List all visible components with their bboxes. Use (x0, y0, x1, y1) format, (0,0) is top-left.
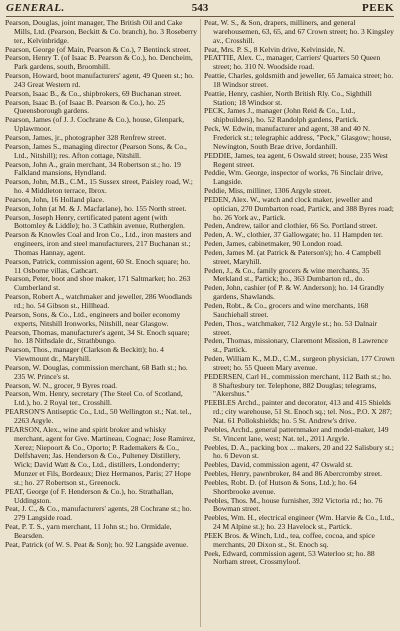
directory-entry: Pearson, Robert A., watchmaker and jeweller, 286 Woodlands rd.; ho. 54 Gibson st., Hillhead. (5, 292, 192, 310)
directory-entry: Pearson, Isaac B., & Co., shipbrokers, 69 Buchanan street. (5, 88, 182, 98)
directory-entry: Pearson & Knowles Coal and Iron Co., Ltd., iron masters and engineers, iron and steel manufacturers, 217 Buchanan st.; Thomas Hannay, agent. (5, 230, 192, 257)
left-column (5, 19, 197, 627)
directory-entry: Pearson, Wm. Henry, secretary (The Steel Co. of Scotland, Ltd.), ho. 2 Royal ter., Crosshill. (5, 389, 183, 408)
directory-entry: Pearson, Douglas, joint manager, The British Oil and Cake Mills, Ltd. (Pearson, Beckitt & Co. branch), ho. 3 Roseberry ter., Kelvinbridge. (5, 19, 197, 45)
directory-entry: Pearson, George (of Main, Pearson & Co.), 7 Bentinck street. (5, 44, 191, 54)
directory-entry: Pearson, John A., grain merchant, 34 Robertson st.; ho. 19 Falkland mansions, Hyndland. (5, 159, 181, 178)
directory-entry: Pearson, John, 16 Holland place. (5, 194, 105, 204)
directory-entry: Pearson, John, M.B., C.M., 15 Sussex street, Paisley road, W.; ho. 4 Middleton terrace, Ibrox. (5, 177, 193, 196)
directory-entry: Peebles, D. A., packing box ... makers, 20 and 22 Salisbury st.; ho. 6 Devon st. (204, 442, 394, 461)
directory-entry: Peden, Robt., & Co., grocers and wine merchants, 168 Sauchiehall street. (204, 301, 369, 319)
directory-entry: Pearson, John (at M. & J. Macfarlane), ho. 155 North street. (5, 203, 187, 213)
directory-entry: Peebles, Wm. H., electrical engineer (Wm. Harvie & Co., Ltd., 24 M Alpine st.); ho. 23 Havelock st., Partick. (204, 513, 395, 532)
directory-entry: PEDERSEN, Carl H., commission merchant, 112 Bath st.; ho. 8 Shaftesbury ter. Telephone, 882 Douglas; telegrams, "Akershus." (204, 371, 392, 399)
directory-entry: Peek, Edward, commission agent, 53 Waterloo st; ho. 88 Norham street, Crossmyloof. (204, 548, 375, 567)
directory-entry: Pearson, James, jr., photographer 328 Renfrew street. (5, 132, 167, 142)
directory-entry: PEARSON, Alex., wine and spirit broker and whisky merchant, agent for Gve. Martineau, Cognac; Jose Ramirez, Xerez; Niepoort & Co., Oporto; P. Rademakers & Co., Delfshaven; Jas. Henderson & Co., Pulteney Distillery, Wick; David Watt & Co., Ltd., distillers, Londonderry; Munzer et Fils, Bordeaux; Diez Hermanos, Paris; 27 Hope st.; ho. 27 Robertson st., Greenock. (5, 424, 196, 487)
directory-entry: Peebles, Henry, pawnbroker, 84 and 86 Abercromby street. (204, 469, 382, 479)
directory-entry: Peddie, Miss, milliner, 1306 Argyle street. (204, 186, 332, 196)
directory-entry: Peat, J. C., & Co., manufacturers' agents, 28 Cochrane st.; ho. 279 Langside road. (5, 504, 192, 523)
directory-entry: PEARSON'S Antiseptic Co., Ltd., 50 Wellington st.; Nat. tel., 2263 Argyle. (5, 407, 192, 425)
directory-entry: Peden, Andrew, tailor and clothier, 66 So. Portland street. (204, 221, 378, 231)
running-head: PEEK (362, 2, 394, 14)
directory-entry: Peden, Thos., watchmaker, 712 Argyle st.; ho. 53 Dalnair street. (204, 318, 377, 337)
directory-entry: Pearson, Peter, boot and shoe maker, 171 Saltmarket; ho. 263 Cumberland st. (5, 274, 191, 293)
directory-entry: Peden, James M. (at Patrick & Paterson's); ho. 4 Campbell street, Maryhill. (204, 247, 382, 266)
directory-entry: Pearson, W. N., grocer, 9 Byres road. (5, 380, 118, 390)
directory-entry: Peattie, Henry, cashier, North British Rly. Co., Sighthill Station; 18 Windsor st. (204, 88, 372, 107)
directory-entry: Peat, Patrick (of W. S. Peat & Son); ho. 92 Langside avenue. (5, 539, 189, 549)
right-column (204, 19, 396, 627)
directory-entry: Pearson, Henry T. (of Isaac B. Pearson & Co.), ho. Dencheim, Park gardens, south, Broomhill. (5, 53, 193, 72)
directory-entry: Pearson, Isaac B. (of Isaac B. Pearson & Co.), ho. 25 Queensborough gardens. (5, 97, 166, 116)
directory-entry: Pearson, Thos., manager (Clarkson & Beckitt); ho. 4 Viewmount dr., Maryhill. (5, 345, 164, 364)
directory-entry: Peddie, Wm. George, inspector of works, 76 Sinclair drive, Langside. (204, 168, 383, 187)
directory-entry: Pearson, Howard, boot manufacturers' agent, 49 Queen st.; ho. 243 Great Western rd. (5, 71, 194, 89)
directory-entry: Pearson, Sons, & Co., Ltd., engineers and boiler economy experts, Nitshill Ironworks, Nitshill, near Glasgow. (5, 309, 181, 328)
directory-entry: Peebles, Archd., general patternmaker and model-maker, 149 St. Vincent lane, west; Nat. tel., 2011 Argyle. (204, 424, 389, 443)
directory-entry: PEDEN, Alex. W., watch and clock maker, jeweller and optician, 270 Dumbarton road, Partick, and 388 Byres road; ho. 26 York av., Partick. (204, 194, 394, 222)
directory-entry: Pearson, James S., managing director (Pearson Sons, & Co., Ltd., Nitshill); res. Afton cottage, Nitshill. (5, 141, 187, 160)
directory-entry: PEDDIE, James, tea agent, 6 Oswald street; house, 235 West Regent street. (204, 150, 388, 169)
page-number: 543 (191, 2, 209, 14)
page-header (6, 2, 394, 17)
directory-entry: Peck, W. Edwin, manufacturer and agent, 38 and 40 N. Frederick st.; telegraphic address, "Peck," Glasgow; house, Newington, South Brae drive, Jordanhill. (204, 124, 392, 151)
directory-entry: Pearson, Thomas, manufacturer's agent, 34 St. Enoch square; ho. 18 Nithsdale dr., Strathbungo. (5, 327, 190, 346)
directory-entry: Pearson, W. Douglas, commission merchant, 68 Bath st.; ho. 235 W. Prince's st. (5, 362, 188, 381)
directory-entry: Peden, J., & Co., family grocers & wine merchants, 35 Merkland st., Partick; ho., 363 Dumbarton rd., do. (204, 265, 370, 284)
directory-entry: PEATTIE, Alex. C., manager, Carriers' Quarters 50 Queen street; ho. 310 N. Woodside road. (204, 53, 381, 72)
directory-entry: Peat, P. T. S., yarn merchant, 11 John st.; ho. Ormidale, Bearsden. (5, 522, 172, 540)
directory-entry: Peden, John, cashier (of P. & W. Anderson); ho. 14 Grandly gardens, Shawlands. (204, 283, 385, 302)
directory-entry: PEEK Bros. & Winch, Ltd., tea, coffee, cocoa, and spice merchants, 20 Dixon st., St. Enoch sq. (204, 530, 375, 549)
directory-entry: PECK, James J., manager (John Reid & Co., Ltd., shipbuilders), ho. 52 Randolph gardens, Partick. (204, 106, 359, 125)
directory-entry: Peat, Mrs. P. S., 8 Kelvin drive, Kelvinside, N. (204, 44, 345, 54)
directory-entry: Peat, W. S., & Son, drapers, milliners, and general warehousemen, 63, 65, and 67 Crown street; ho. 3 Kingsley av., Crosshill. (204, 19, 394, 45)
directory-entry: Peebles, Robt. D. (of Hutson & Sons, Ltd.); ho. 64 Shortbrooke avenue. (204, 477, 357, 496)
directory-entry: Peden, A. W., clothier, 37 Gallowgate; ho. 11 Hampden ter. (204, 230, 383, 240)
section-title: GENERAL. (6, 2, 65, 14)
directory-entry: Peden, James, cabinetmaker, 90 London road. (204, 239, 343, 249)
directory-entry: Pearson, Joseph Henry, certificated patent agent (with Bottomley & Liddle); ho. 3 Cathkin avenue, Rutherglen. (5, 212, 185, 231)
directory-entry: Peebles, David, commission agent, 47 Oswald st. (204, 460, 353, 470)
column-divider (200, 19, 201, 627)
directory-entry: PEAT, George (of F. Henderson & Co.), ho. Strathallan, Uddingston. (5, 486, 174, 505)
directory-entry: Peattie, Charles, goldsmith and jeweller, 65 Jamaica street; ho. 18 Windsor street. (204, 71, 394, 89)
directory-entry: Pearson, Patrick, commission agent, 60 St. Enoch square; ho. 11 Osborne villas, Cathcart. (5, 256, 191, 275)
directory-entry: Peebles, Thos. M., house furnisher, 392 Victoria rd.; ho. 76 Bowman street. (204, 495, 383, 514)
directory-entry: PEEBLES Archd., painter and decorator, 413 and 415 Shields rd.; city warehouse, 51 St. Enoch sq.; tel. Nos., P.O. X 287; Nat. 61 Pollokshields; ho. 5 St. Andrew's drive. (204, 398, 393, 425)
directory-entry: Pearson, James (of J. J. Cochrane & Co.), house, Glenpark, Uplawmoor. (5, 115, 184, 134)
directory-entry: Peden, William K., M.D., C.M., surgeon physician, 177 Crown street; ho. 55 Queen Mary avenue. (204, 354, 395, 372)
directory-entry: Peden, Thomas, missionary, Claremont Mission, 8 Lawrence st., Partick. (204, 336, 388, 355)
